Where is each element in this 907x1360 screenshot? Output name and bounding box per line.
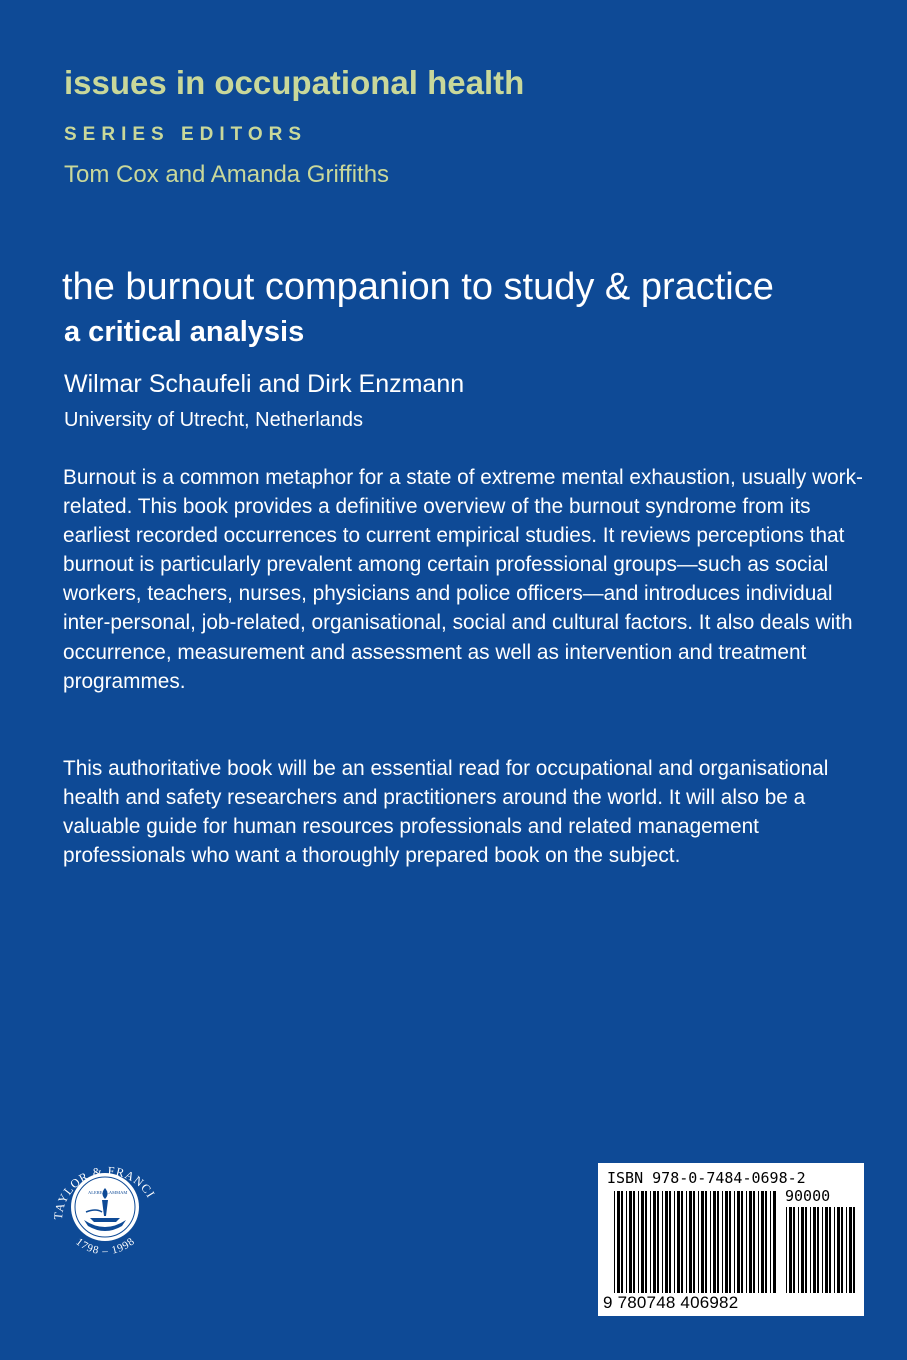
price-code: 90000	[785, 1187, 831, 1205]
blurb-paragraph: This authoritative book will be an essential read for occupational and organisational health and safety researchers and practitioners around the world. It will also be a valuable guide for human resources professionals and related management professionals who want a thoroughly prepared book on the subject.	[63, 757, 829, 868]
publisher-years: 1798 – 1998	[73, 1235, 138, 1258]
motto-text: ALERE FLAMMAM	[88, 1190, 128, 1195]
author-affiliation: University of Utrecht, Netherlands	[64, 409, 364, 431]
publisher-name: TAYLOR & FRANCI	[50, 1163, 159, 1221]
series-title: issues in occupational health	[64, 64, 525, 101]
series-editors-names: Tom Cox and Amanda Griffiths	[64, 161, 390, 188]
series-editors-label: SERIES EDITORS	[64, 124, 308, 145]
isbn-text: ISBN 978-0-7484-0698-2	[607, 1169, 806, 1187]
barcode-digits: 9 780748 406982	[603, 1293, 739, 1312]
publisher-logo	[40, 1142, 170, 1272]
isbn-barcode	[598, 1163, 864, 1316]
blurb-paragraph: Burnout is a common metaphor for a state of extreme mental exhaustion, usually work-related. This book provides a definitive overview of the burnout syndrome from its earliest recorded occurrences to current empirical studies. It reviews perceptions that burnout is particularly prevalent among certain professional groups—such as social workers, teachers, nurses, physicians and police officers—and introduces individual inter-personal, job-related, organisational, social and cultural factors. It also deals with occurrence, measurement and assessment as well as intervention and treatment programmes.	[63, 466, 863, 693]
book-title: the burnout companion to study & practice	[62, 266, 774, 308]
book-authors: Wilmar Schaufeli and Dirk Enzmann	[64, 370, 465, 398]
taylor-francis-seal-icon	[40, 1142, 170, 1272]
book-subtitle: a critical analysis	[64, 316, 305, 348]
